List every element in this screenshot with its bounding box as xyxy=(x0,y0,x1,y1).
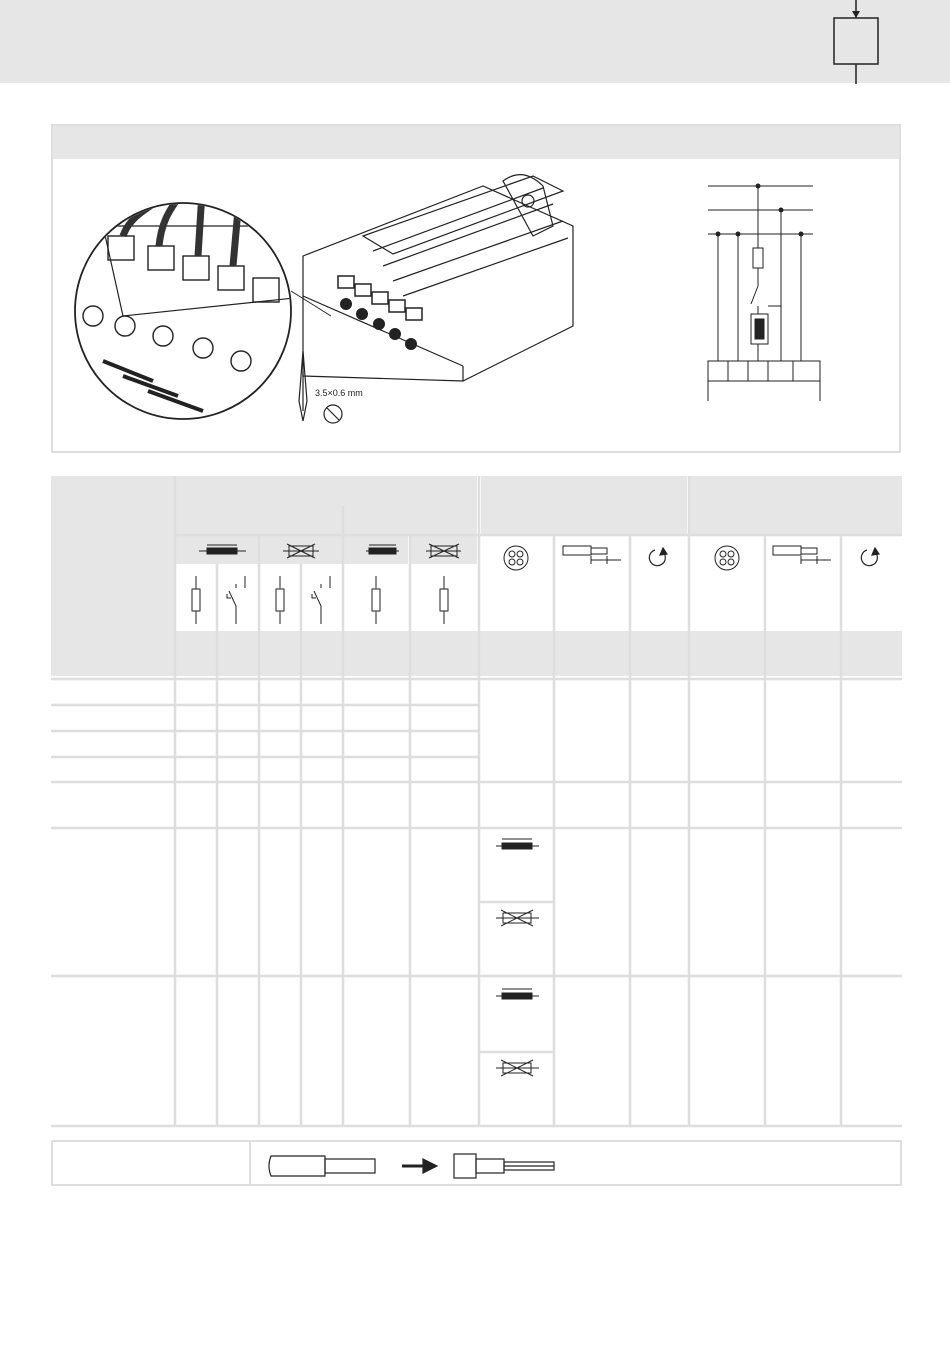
block-symbol-icon xyxy=(826,0,886,84)
terminal-block-icon xyxy=(63,166,583,426)
circuit-diagram xyxy=(703,176,823,406)
header-band xyxy=(0,0,950,83)
screwdriver-size-label: 3.5×0.6 mm xyxy=(315,388,363,398)
panel-header xyxy=(53,126,899,159)
connection-diagram-panel xyxy=(51,124,901,453)
ferrule-label-cell xyxy=(53,1142,251,1184)
ferrule-note-bar xyxy=(51,1140,902,1186)
strip-length-icon xyxy=(563,546,831,564)
cable-cross-section-icon xyxy=(504,546,739,570)
specification-table xyxy=(51,476,902,1132)
wire-end-ferrule-icon xyxy=(267,1150,557,1180)
